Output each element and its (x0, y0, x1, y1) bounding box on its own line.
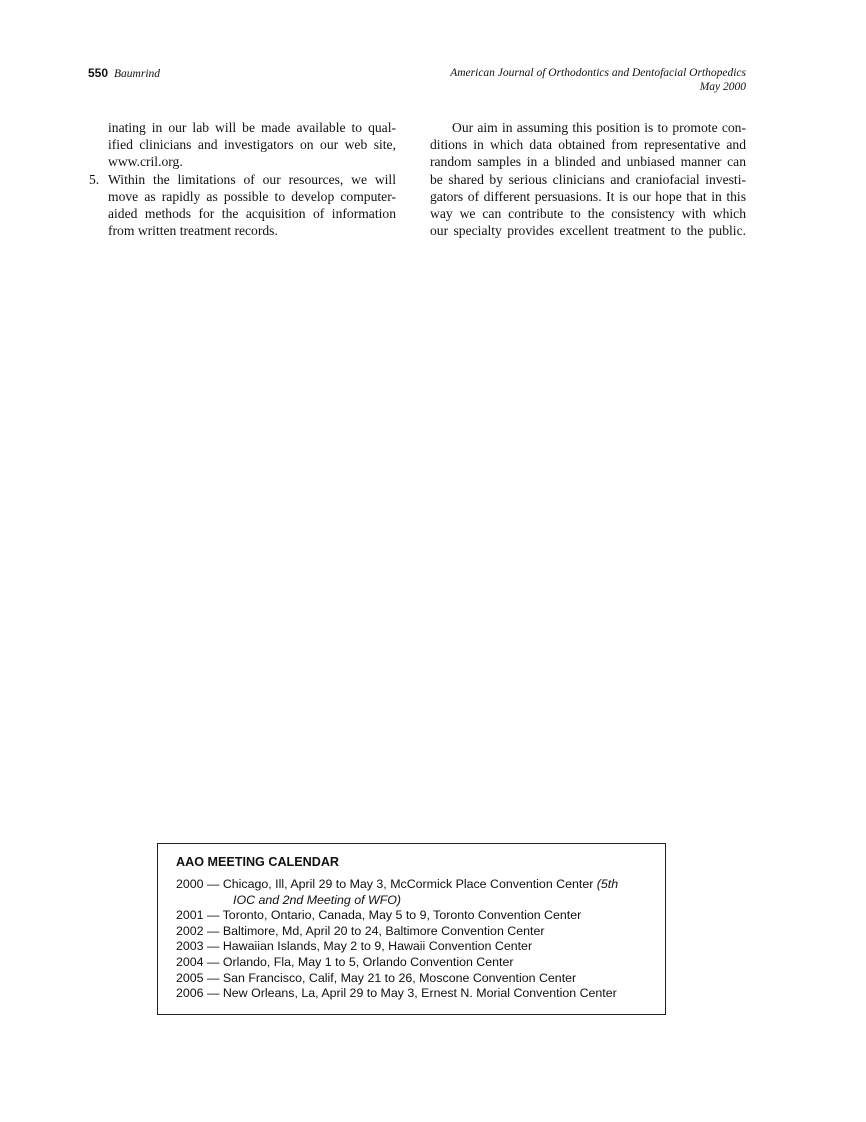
calendar-entry: 2005 — San Francisco, Calif, May 21 to 26, Moscone Convention Center (176, 970, 577, 985)
text-line: random samples in a blinded and unbiased manner can (430, 154, 746, 170)
entry-text: 2000 — Chicago, Ill, April 29 to May 3, McCormick Place Convention Center (176, 877, 597, 891)
calendar-entry: 2002 — Baltimore, Md, April 20 to 24, Baltimore Convention Center (176, 923, 545, 938)
calendar-entry (176, 877, 618, 893)
list-item-5 (89, 171, 396, 240)
entry-note: (5th (596, 877, 619, 891)
calendar-entries (176, 877, 618, 1002)
calendar-entry: 2003 — Hawaiian Islands, May 2 to 9, Hawaii Convention Center (176, 939, 533, 954)
text-line: aided methods for the acquisition of information (108, 206, 396, 222)
calendar-entry: 2006 — New Orleans, La, April 29 to May 3, Ernest N. Morial Convention Center (176, 986, 617, 1001)
text-line: gators of different persuasions. It is our hope that in this (430, 188, 746, 204)
text-line: way we can contribute to the consistency with which (430, 206, 746, 222)
issue-date: May 2000 (699, 81, 746, 93)
calendar-entry: 2001 — Toronto, Ontario, Canada, May 5 to 9, Toronto Convention Center (176, 908, 582, 923)
text-line: be shared by serious clinicians and craniofacial investi- (430, 171, 746, 187)
text-line: ified clinicians and investigators on our web site, (108, 137, 396, 153)
calendar-entry-continuation: IOC and 2nd Meeting of WFO) (233, 892, 402, 907)
text-line: www.cril.org. (108, 154, 183, 170)
text-line: Within the limitations of our resources, we will (108, 171, 396, 187)
text-line: move as rapidly as possible to develop computer- (108, 188, 396, 204)
left-column (89, 119, 396, 239)
text-line: inating in our lab will be made available to qual- (108, 120, 396, 135)
text-line: ditions in which data obtained from representative and (430, 137, 746, 153)
running-head-right (450, 66, 746, 94)
text-line: Our aim in assuming this position is to promote con- (452, 120, 746, 135)
calendar-entry: 2004 — Orlando, Fla, May 1 to 5, Orlando Convention Center (176, 954, 514, 969)
list-number: 5. (89, 171, 100, 187)
author: Baumrind (114, 68, 161, 80)
right-column (430, 119, 746, 239)
running-head-left (88, 66, 160, 80)
meeting-calendar-box (157, 843, 666, 1015)
page-number: 550 (88, 66, 109, 80)
text-line: from written treatment records. (108, 223, 278, 239)
calendar-title: AAO MEETING CALENDAR (176, 855, 340, 869)
text-line: our specialty provides excellent treatment to the public. (430, 223, 746, 239)
journal-title: American Journal of Orthodontics and Dentofacial Orthopedics (450, 67, 746, 79)
